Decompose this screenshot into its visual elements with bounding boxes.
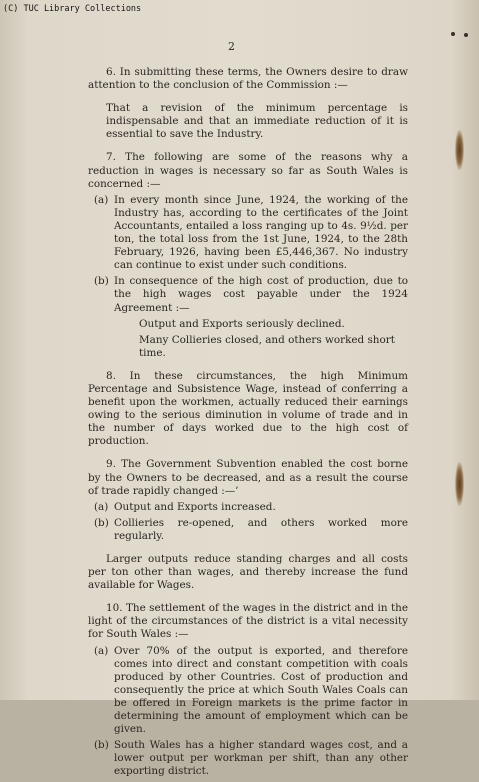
paragraph-10: 10. The settlement of the wages in the district and in the light of the circumstances of the district is a vital necessity for South Wales :— [88, 602, 408, 641]
binding-mark-top [455, 130, 464, 170]
list-item [88, 501, 408, 514]
item-text: Collieries re-opened, and others worked more regularly. [114, 516, 408, 542]
list-item [88, 517, 408, 543]
item-label: (b) [94, 275, 109, 288]
item-label: (b) [94, 739, 109, 752]
list-item [88, 739, 408, 778]
item-text: In every month since June, 1924, the working of the Industry has, according to the certificates of the Joint Accountants, entailed a loss ranging up to 4s. 9½d. per ton, the total loss from the 1st June, 1924, to the 28th February, 1926, having been £5,446,367. No industry can continue to exist under such conditions. [114, 193, 408, 272]
item-text: Output and Exports increased. [114, 500, 276, 513]
list-item [88, 194, 408, 273]
paragraph-8: 8. In these circumstances, the high Minimum Percentage and Subsistence Wage, instead of conferring a benefit upon the workmen, actually reduced their earnings owing to the serious diminution in volume of trade and in the number of days worked due to the high cost of production. [88, 369, 408, 448]
punch-hole-dot [451, 32, 455, 36]
item-text: South Wales has a higher standard wages cost, and a lower output per workman per shift, than any other exporting district. [114, 739, 408, 778]
commission-quote: That a revision of the minimum percentage is indispensable and that an immediate reduction of it is essential to save the Industry. [106, 102, 408, 141]
item-text: In consequence of the high cost of production, due to the high wages cost payable under the 1924 Agreement :— [114, 275, 408, 314]
item-label: (b) [94, 516, 109, 529]
paragraph-9: 9. The Government Subvention enabled the cost borne by the Owners to be decreased, and as a result the course of trade rapidly changed :—’ [88, 458, 408, 497]
sub-item: Many Collieries closed, and others worked short time. [139, 333, 395, 359]
paragraph-9-continued: Larger outputs reduce standing charges and all costs per ton other than wages, and thereby increase the fund available for Wages. [88, 553, 408, 592]
item-text: Over 70% of the output is exported, and therefore comes into direct and constant competition with coals produced by other Countries. Cost of production and consequently the price at which South Wales Coals can be offered in Foreign markets is the prime factor in determining the amount of employment which can be given. [114, 644, 408, 736]
item-label: (a) [94, 644, 109, 657]
list-item [88, 275, 408, 314]
document-body [88, 66, 408, 782]
list-item [88, 645, 408, 737]
paragraph-6: 6. In submitting these terms, the Owners desire to draw attention to the conclusion of the Commission :— [88, 66, 408, 92]
sub-item: Output and Exports seriously declined. [139, 317, 345, 330]
item-label: (a) [94, 500, 109, 513]
page-number: 2 [228, 40, 235, 53]
paragraph-7: 7. The following are some of the reasons why a reduction in wages is necessary so far as South Wales is concerned :— [88, 151, 408, 190]
punch-hole-dot [464, 33, 468, 37]
binding-mark-bottom [455, 462, 464, 506]
item-label: (a) [94, 193, 109, 206]
watermark: (C) TUC Library Collections [3, 4, 142, 14]
